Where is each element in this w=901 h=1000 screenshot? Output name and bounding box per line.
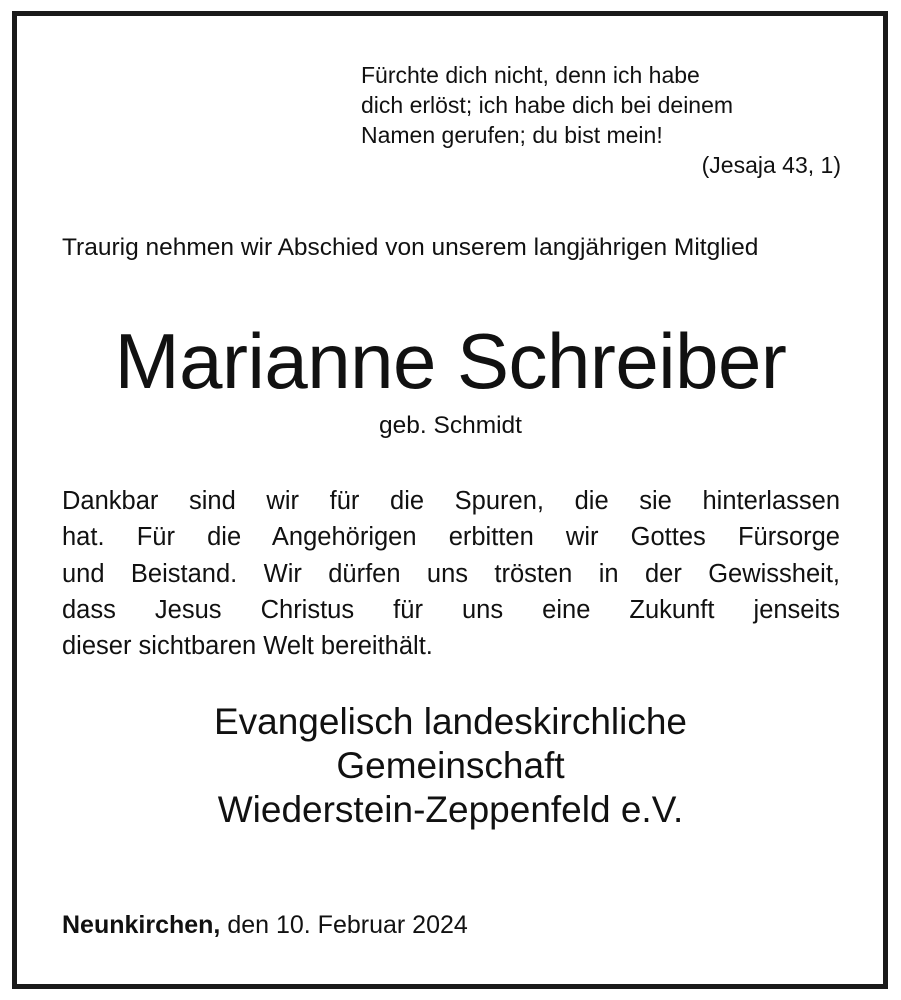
organization-line-3: Wiederstein-Zeppenfeld e.V.: [217, 789, 684, 830]
message-line-4: dass Jesus Christus für uns eine Zukunft jenseits: [62, 595, 840, 624]
organization-name: [0, 700, 901, 832]
condolence-message: [62, 483, 840, 664]
birth-name: geb. Schmidt: [379, 412, 522, 439]
verse-line-1: Fürchte dich nicht, denn ich habe: [361, 62, 700, 88]
date-text: den 10. Februar 2024: [227, 911, 468, 939]
organization-line-2: Gemeinschaft: [336, 745, 565, 786]
organization-line-1: Evangelisch landeskirchliche: [213, 701, 688, 742]
message-line-5: dieser sichtbaren Welt bereithält.: [62, 632, 433, 661]
bible-verse: [361, 60, 841, 180]
place-and-date: [62, 908, 468, 942]
place-name: Neunkirchen,: [62, 911, 221, 939]
verse-reference: (Jesaja 43, 1): [701, 152, 841, 178]
message-line-1: Dankbar sind wir für die Spuren, die sie hinterlassen: [62, 487, 840, 515]
message-line-3: und Beistand. Wir dürfen uns trösten in der Gewissheit,: [62, 559, 840, 588]
verse-line-3: Namen gerufen; du bist mein!: [361, 122, 663, 148]
intro-text: Traurig nehmen wir Abschied von unserem langjährigen Mitglied: [62, 234, 759, 261]
verse-line-2: dich erlöst; ich habe dich bei deinem: [361, 92, 734, 118]
message-line-2: hat. Für die Angehörigen erbitten wir Gottes Fürsorge: [62, 523, 840, 552]
deceased-name: Marianne Schreiber: [114, 317, 787, 405]
